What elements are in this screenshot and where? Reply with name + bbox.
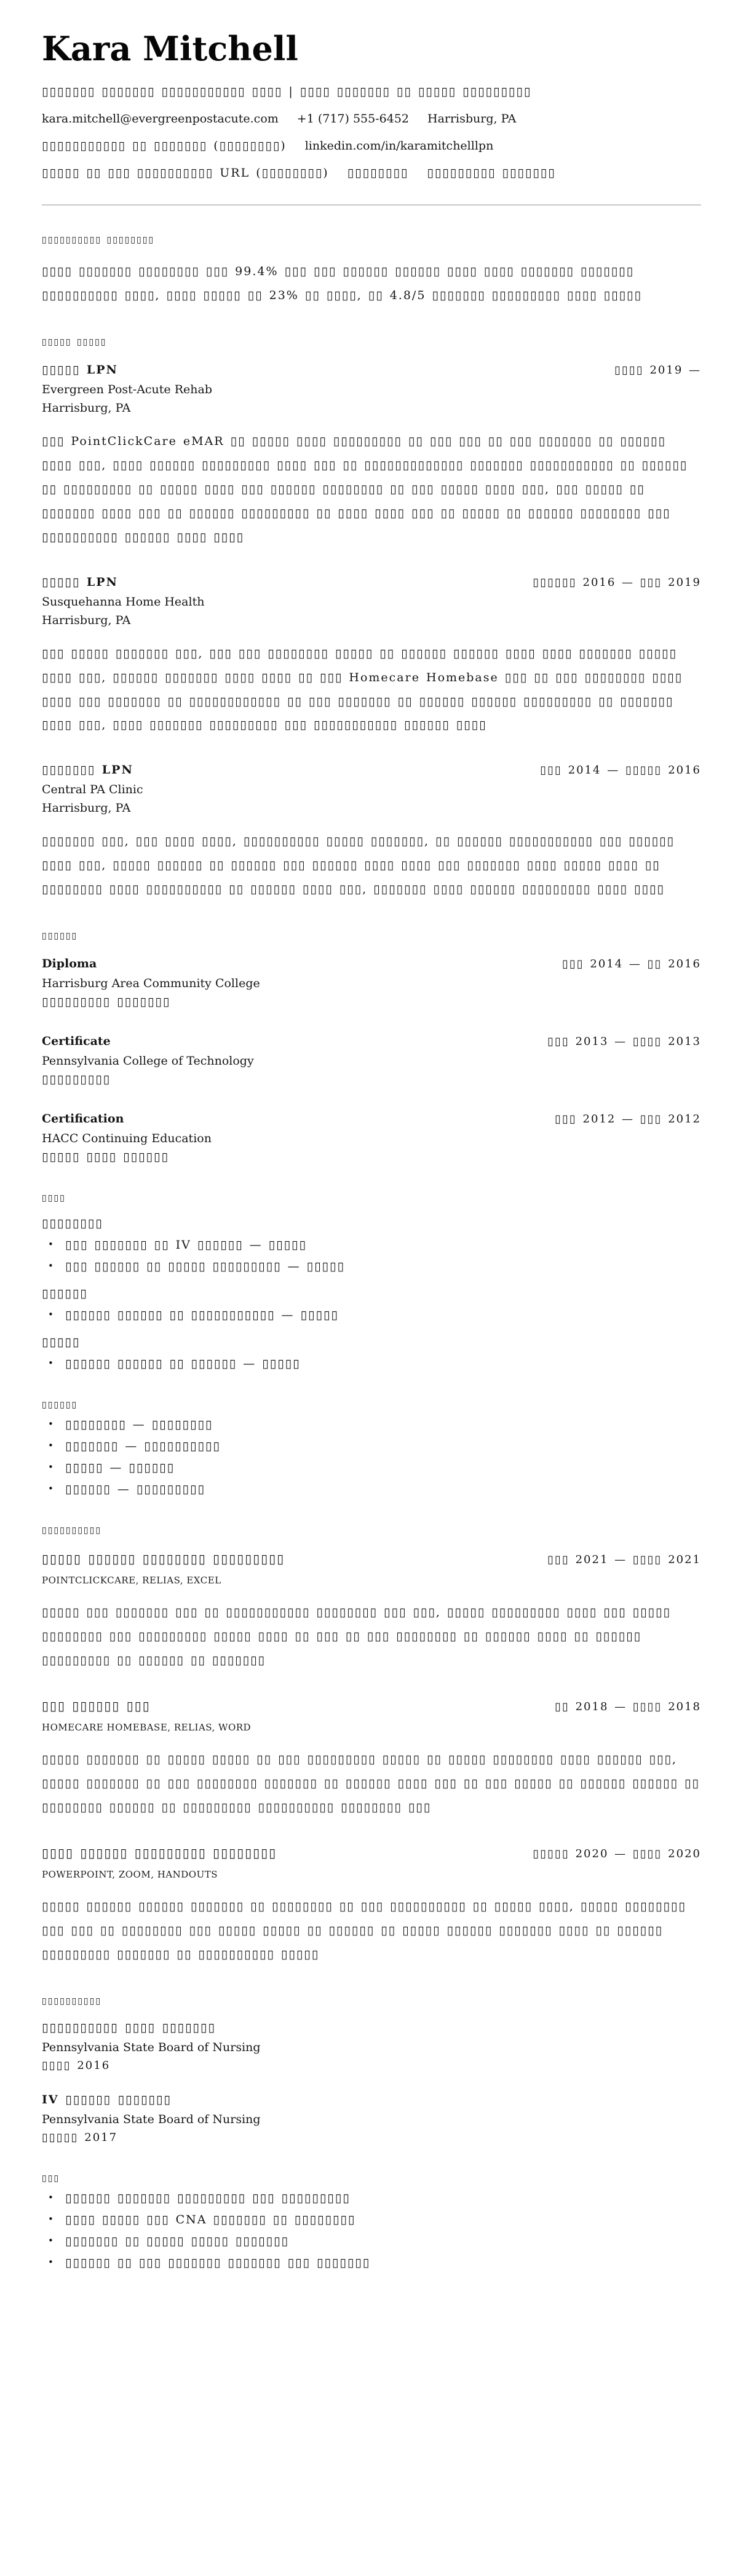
contact-row-portfolio xyxy=(42,166,701,180)
skill-group-name: ▯▯▯▯▯ xyxy=(42,1335,81,1350)
education-dates: ▯▯▯ 2013 — ▯▯▯▯ 2013 xyxy=(547,1035,701,1049)
job-description: ▯▯▯ PointClickCare eMAR ▯▯ ▯▯▯▯▯ ▯▯▯▯ ▯▯▯▯▯▯▯▯▯ ▯▯ ▯▯▯ ▯▯▯ ▯▯ ▯▯▯ ▯▯▯▯▯▯▯ ▯▯ ▯▯▯▯▯▯ ▯▯▯▯ ▯▯▯, ▯▯▯▯ ▯▯▯▯▯▯ ▯▯▯▯▯▯▯▯▯ ▯▯▯▯ ▯▯▯ ▯▯ ▯▯▯▯▯▯▯▯▯▯▯▯▯ ▯▯▯▯▯▯▯ ▯▯▯▯▯▯▯▯▯▯▯ ▯▯ ▯▯▯▯▯▯ ▯▯ ▯▯▯▯▯▯▯▯▯ ▯▯ ▯▯▯▯▯ ▯▯▯▯ ▯▯▯ ▯▯▯▯▯▯ ▯▯▯▯▯▯▯▯ ▯▯ ▯▯▯ ▯▯▯▯▯ ▯▯▯▯ ▯▯▯, ▯▯▯ ▯▯▯▯▯ ▯▯ ▯▯▯▯▯▯▯ ▯▯▯▯ ▯▯▯ ▯▯ ▯▯▯▯▯▯ ▯▯▯▯▯▯▯▯▯ ▯▯ ▯▯▯▯ ▯▯▯▯ ▯▯▯ ▯▯ ▯▯▯▯▯ ▯▯ ▯▯▯▯▯▯ ▯▯▯▯▯▯▯▯ ▯▯▯ ▯▯▯▯▯▯▯▯▯▯ ▯▯▯▯▯▯ ▯▯▯▯ ▯▯▯▯ xyxy=(42,434,688,544)
job-description: ▯▯▯▯▯▯▯ ▯▯▯, ▯▯▯ ▯▯▯▯ ▯▯▯▯, ▯▯▯▯▯▯▯▯▯▯ ▯▯▯▯▯ ▯▯▯▯▯▯▯, ▯▯ ▯▯▯▯▯▯ ▯▯▯▯▯▯▯▯▯▯▯ ▯▯▯ ▯▯▯▯▯▯ ▯▯▯▯ ▯▯▯, ▯▯▯▯▯ ▯▯▯▯▯▯ ▯▯ ▯▯▯▯▯▯ ▯▯▯ ▯▯▯▯▯▯ ▯▯▯▯ ▯▯▯▯ ▯▯▯ ▯▯▯▯▯▯▯ ▯▯▯▯ ▯▯▯▯▯ ▯▯▯▯ ▯▯ ▯▯▯▯▯▯▯▯ ▯▯▯▯ ▯▯▯▯▯▯▯▯▯▯ ▯▯ ▯▯▯▯▯▯ ▯▯▯▯ ▯▯▯, ▯▯▯▯▯▯▯ ▯▯▯▯ ▯▯▯▯▯▯ ▯▯▯▯▯▯▯▯▯ ▯▯▯▯ ▯▯▯▯ xyxy=(42,834,675,897)
education-entry xyxy=(42,1112,701,1164)
project-title: ▯▯▯ ▯▯▯▯▯▯ ▯▯▯ xyxy=(42,1698,151,1714)
interest-item: • ▯▯▯▯▯▯ ▯▯ ▯▯▯ ▯▯▯▯▯▯▯ ▯▯▯▯▯▯▯ ▯▯▯ ▯▯▯▯▯▯▯ xyxy=(42,2256,701,2270)
project-description: ▯▯▯▯▯ ▯▯▯▯▯▯▯ ▯▯ ▯▯▯▯▯ ▯▯▯▯▯ ▯▯ ▯▯▯ ▯▯▯▯▯▯▯▯▯ ▯▯▯▯▯ ▯▯ ▯▯▯▯▯ ▯▯▯▯▯▯▯▯ ▯▯▯▯ ▯▯▯▯▯▯ ▯▯▯, ▯▯▯▯▯ ▯▯▯▯▯▯▯ ▯▯ ▯▯▯ ▯▯▯▯▯▯▯▯ ▯▯▯▯▯▯▯ ▯▯ ▯▯▯▯▯▯ ▯▯▯▯ ▯▯▯ ▯▯ ▯▯▯ ▯▯▯▯▯ ▯▯ ▯▯▯▯▯▯ ▯▯▯▯▯▯ ▯▯ ▯▯▯▯▯▯▯▯ ▯▯▯▯▯▯ ▯▯ ▯▯▯▯▯▯▯▯▯ ▯▯▯▯▯▯▯▯▯▯ ▯▯▯▯▯▯▯▯ ▯▯▯ xyxy=(42,1753,700,1814)
project-description: ▯▯▯▯▯ ▯▯▯▯▯▯ ▯▯▯▯▯▯ ▯▯▯▯▯▯▯ ▯▯ ▯▯▯▯▯▯▯▯ ▯▯ ▯▯▯ ▯▯▯▯▯▯▯▯▯▯ ▯▯ ▯▯▯▯▯ ▯▯▯▯, ▯▯▯▯▯ ▯▯▯▯▯▯▯▯ ▯▯▯ ▯▯▯ ▯▯ ▯▯▯▯▯▯▯▯ ▯▯▯ ▯▯▯▯▯ ▯▯▯▯▯ ▯▯ ▯▯▯▯▯▯ ▯▯ ▯▯▯▯▯ ▯▯▯▯▯▯ ▯▯▯▯▯▯▯ ▯▯▯▯ ▯▯ ▯▯▯▯▯▯ ▯▯▯▯▯▯▯▯▯ ▯▯▯▯▯▯▯ ▯▯ ▯▯▯▯▯▯▯▯▯▯ ▯▯▯▯▯ xyxy=(42,1899,686,1961)
job-header xyxy=(42,575,701,589)
project-tools: POWERPOINT, ZOOM, HANDOUTS xyxy=(42,1868,218,1880)
skill-group-name: ▯▯▯▯▯▯▯▯ xyxy=(42,1217,103,1231)
skill-item: • ▯▯▯▯▯▯ ▯▯▯▯▯▯ ▯▯ ▯▯▯▯▯▯ — ▯▯▯▯▯ xyxy=(42,1357,701,1370)
interest-item: • ▯▯▯▯▯▯ ▯▯▯▯▯▯▯ ▯▯▯▯▯▯▯▯▯ ▯▯▯ ▯▯▯▯▯▯▯▯▯ xyxy=(42,2191,701,2205)
education-field: ▯▯▯▯▯ ▯▯▯▯ ▯▯▯▯▯▯ xyxy=(42,1150,169,1164)
education-entry xyxy=(42,1034,701,1086)
job-dates: ▯▯▯ 2014 — ▯▯▯▯▯ 2016 xyxy=(540,764,701,777)
section-heading-experience: ▯▯▯▯▯ ▯▯▯▯▯ xyxy=(42,337,107,347)
education-entry xyxy=(42,957,701,1009)
job-dates: ▯▯▯▯▯▯ 2016 — ▯▯▯ 2019 xyxy=(533,575,701,589)
license-org: Pennsylvania State Board of Nursing xyxy=(42,2040,261,2054)
linkedin-url: linkedin.com/in/karamitchelllpn xyxy=(304,139,494,153)
interest-list xyxy=(42,2191,701,2270)
job-dates: ▯▯▯▯ 2019 — xyxy=(614,363,701,377)
job-description: ▯▯▯ ▯▯▯▯▯ ▯▯▯▯▯▯▯ ▯▯▯, ▯▯▯ ▯▯▯ ▯▯▯▯▯▯▯▯ ▯▯▯▯▯ ▯▯ ▯▯▯▯▯▯ ▯▯▯▯▯▯ ▯▯▯▯ ▯▯▯▯ ▯▯▯▯▯▯▯ ▯▯▯▯▯ ▯▯▯▯ ▯▯▯, ▯▯▯▯▯▯ ▯▯▯▯▯▯▯ ▯▯▯▯ ▯▯▯▯ ▯▯ ▯▯▯ Homecare Homebase ▯▯▯ ▯▯ ▯▯▯ ▯▯▯▯▯▯▯▯ ▯▯▯▯ ▯▯▯▯ ▯▯▯ ▯▯▯▯▯▯▯ ▯▯ ▯▯▯▯▯▯▯▯▯▯▯▯ ▯▯ ▯▯▯ ▯▯▯▯▯▯▯ ▯▯ ▯▯▯▯▯▯ ▯▯▯▯▯▯ ▯▯▯▯▯▯▯▯▯ ▯▯ ▯▯▯▯▯▯▯ ▯▯▯▯ ▯▯▯, ▯▯▯▯ ▯▯▯▯▯▯▯ ▯▯▯▯▯▯▯▯▯ ▯▯▯ ▯▯▯▯▯▯▯▯▯▯▯ ▯▯▯▯▯▯ ▯▯▯▯ xyxy=(42,646,683,732)
job-header xyxy=(42,763,701,777)
portfolio-url-label: ▯▯▯▯▯ ▯▯ ▯▯▯ ▯▯▯▯▯▯▯▯▯▯ URL (▯▯▯▯▯▯▯▯) xyxy=(42,166,329,180)
license-title: ▯▯▯▯▯▯▯▯▯▯ ▯▯▯▯ ▯▯▯▯▯▯▯ xyxy=(42,2020,216,2034)
project-title: ▯▯▯▯▯ ▯▯▯▯▯▯ ▯▯▯▯▯▯▯▯ ▯▯▯▯▯▯▯▯▯ xyxy=(42,1551,285,1567)
job-title: ▯▯▯▯▯ LPN xyxy=(42,575,118,589)
job-entry xyxy=(42,363,701,550)
project-dates: ▯▯▯ 2021 — ▯▯▯▯ 2021 xyxy=(547,1553,701,1567)
license-entry xyxy=(42,2021,701,2072)
job-location: Harrisburg, PA xyxy=(42,401,131,415)
education-dates: ▯▯▯ 2014 — ▯▯ 2016 xyxy=(561,958,701,971)
section-heading-licenses: ▯▯▯▯▯▯▯▯▯▯ xyxy=(42,1996,102,2006)
job-company: Susquehanna Home Health xyxy=(42,594,205,609)
section-heading-interests: ▯▯▯ xyxy=(42,2173,60,2183)
summary-text: ▯▯▯▯ ▯▯▯▯▯▯▯ ▯▯▯▯▯▯▯▯ ▯▯▯ 99.4% ▯▯▯ ▯▯▯ ▯▯▯▯▯▯ ▯▯▯▯▯▯ ▯▯▯▯ ▯▯▯▯ ▯▯▯▯▯▯▯ ▯▯▯▯▯▯▯ ▯▯▯▯▯▯▯▯▯▯ ▯▯▯▯, ▯▯▯▯ ▯▯▯▯▯ ▯▯ 23% ▯▯ ▯▯▯▯, ▯▯ 4.8/5 ▯▯▯▯▯▯▯ ▯▯▯▯▯▯▯▯▯ ▯▯▯▯ ▯▯▯▯▯ xyxy=(42,265,642,303)
project-dates: ▯▯▯▯▯ 2020 — ▯▯▯▯ 2020 xyxy=(533,1847,701,1860)
section-heading-summary: ▯▯▯▯▯▯▯▯▯▯ ▯▯▯▯▯▯▯▯ xyxy=(42,235,155,246)
job-entry xyxy=(42,575,701,738)
project-tools: POINTCLICKCARE, RELIAS, EXCEL xyxy=(42,1575,221,1586)
license-org: Pennsylvania State Board of Nursing xyxy=(42,2112,261,2126)
job-company: Central PA Clinic xyxy=(42,783,143,797)
contact-row-linkedin xyxy=(42,139,701,153)
linkedin-label: ▯▯▯▯▯▯▯▯▯▯▯ ▯▯ ▯▯▯▯▯▯▯ (▯▯▯▯▯▯▯▯) xyxy=(42,139,287,153)
education-degree: Diploma xyxy=(42,957,97,971)
license-date: ▯▯▯▯ 2016 xyxy=(42,2058,111,2072)
section-heading-education: ▯▯▯▯▯▯ xyxy=(42,931,78,942)
education-header xyxy=(42,1034,701,1048)
candidate-tagline: ▯▯▯▯▯▯▯ ▯▯▯▯▯▯▯ ▯▯▯▯▯▯▯▯▯▯▯ ▯▯▯▯ | ▯▯▯▯ ▯▯▯▯▯▯▯ ▯▯ ▯▯▯▯▯ ▯▯▯▯▯▯▯▯▯ xyxy=(42,85,532,99)
project-entry xyxy=(42,1698,701,1820)
skill-item: • ▯▯▯ ▯▯▯▯▯▯ ▯▯ ▯▯▯▯▯ ▯▯▯▯▯▯▯▯▯ — ▯▯▯▯▯ xyxy=(42,1260,701,1273)
section-heading-projects: ▯▯▯▯▯▯▯▯▯▯ xyxy=(42,1526,102,1536)
education-field: ▯▯▯▯▯▯▯▯▯ ▯▯▯▯▯▯▯ xyxy=(42,995,171,1009)
job-company: Evergreen Post-Acute Rehab xyxy=(42,382,212,396)
education-school: Harrisburg Area Community College xyxy=(42,977,260,991)
skill-item: • ▯▯▯▯▯▯ ▯▯▯▯▯▯ ▯▯ ▯▯▯▯▯▯▯▯▯▯▯ — ▯▯▯▯▯ xyxy=(42,1308,701,1322)
education-school: HACC Continuing Education xyxy=(42,1132,212,1146)
project-title: ▯▯▯▯ ▯▯▯▯▯▯ ▯▯▯▯▯▯▯▯▯ ▯▯▯▯▯▯▯▯ xyxy=(42,1845,277,1860)
project-dates: ▯▯ 2018 — ▯▯▯▯ 2018 xyxy=(555,1700,701,1714)
language-item: • ▯▯▯▯▯▯▯ — ▯▯▯▯▯▯▯▯▯▯ xyxy=(42,1439,701,1453)
skill-list xyxy=(42,1308,701,1322)
project-header xyxy=(42,1846,701,1860)
language-item: • ▯▯▯▯▯▯▯▯ — ▯▯▯▯▯▯▯▯ xyxy=(42,1418,701,1431)
project-tools: HOMECARE HOMEBASE, RELIAS, WORD xyxy=(42,1722,252,1734)
education-header xyxy=(42,957,701,970)
language-list xyxy=(42,1418,701,1496)
education-field: ▯▯▯▯▯▯▯▯▯ xyxy=(42,1073,111,1087)
education-dates: ▯▯▯ 2012 — ▯▯▯ 2012 xyxy=(555,1113,701,1126)
project-entry xyxy=(42,1551,701,1673)
skill-group-name: ▯▯▯▯▯▯ xyxy=(42,1287,88,1301)
section-heading-languages: ▯▯▯▯▯▯ xyxy=(42,1400,78,1410)
candidate-name: Kara Mitchell xyxy=(42,29,298,68)
job-entry xyxy=(42,763,701,902)
skill-list xyxy=(42,1238,701,1273)
education-degree: Certification xyxy=(42,1112,124,1126)
education-degree: Certificate xyxy=(42,1034,111,1049)
language-item: • ▯▯▯▯▯ — ▯▯▯▯▯▯ xyxy=(42,1461,701,1474)
contact-row-primary xyxy=(42,112,701,126)
contact-extra-1: ▯▯▯▯▯▯▯▯ xyxy=(347,166,409,180)
license-entry xyxy=(42,2093,701,2144)
project-entry xyxy=(42,1846,701,1967)
skill-list xyxy=(42,1357,701,1370)
project-header xyxy=(42,1698,701,1713)
job-location: Harrisburg, PA xyxy=(42,613,131,627)
job-title: ▯▯▯▯▯ LPN xyxy=(42,362,118,377)
contact-location: Harrisburg, PA xyxy=(427,112,517,126)
job-header xyxy=(42,363,701,377)
skill-item: • ▯▯▯ ▯▯▯▯▯▯▯ ▯▯ IV ▯▯▯▯▯▯ — ▯▯▯▯▯ xyxy=(42,1238,701,1252)
interest-item: • ▯▯▯▯▯▯▯ ▯▯ ▯▯▯▯▯ ▯▯▯▯▯ ▯▯▯▯▯▯▯ xyxy=(42,2234,701,2248)
project-header xyxy=(42,1551,701,1566)
license-title: IV ▯▯▯▯▯▯ ▯▯▯▯▯▯▯ xyxy=(42,2092,172,2106)
interest-item: • ▯▯▯▯ ▯▯▯▯▯ ▯▯▯ CNA ▯▯▯▯▯▯▯ ▯▯ ▯▯▯▯▯▯▯▯ xyxy=(42,2213,701,2226)
education-header xyxy=(42,1112,701,1126)
education-school: Pennsylvania College of Technology xyxy=(42,1054,254,1068)
contact-phone: +1 (717) 555-6452 xyxy=(296,112,409,126)
contact-email: kara.mitchell@evergreenpostacute.com xyxy=(42,112,279,126)
contact-extra-2: ▯▯▯▯▯▯▯▯▯ ▯▯▯▯▯▯▯ xyxy=(427,166,556,180)
license-date: ▯▯▯▯▯ 2017 xyxy=(42,2130,118,2144)
job-location: Harrisburg, PA xyxy=(42,801,131,815)
project-description: ▯▯▯▯▯ ▯▯▯ ▯▯▯▯▯▯▯ ▯▯▯ ▯▯ ▯▯▯▯▯▯▯▯▯▯▯ ▯▯▯▯▯▯▯▯ ▯▯▯ ▯▯▯, ▯▯▯▯▯ ▯▯▯▯▯▯▯▯▯ ▯▯▯▯ ▯▯▯ ▯▯▯▯▯ ▯▯▯▯▯▯▯▯ ▯▯▯ ▯▯▯▯▯▯▯▯▯ ▯▯▯▯▯ ▯▯▯▯ ▯▯ ▯▯▯ ▯▯ ▯▯▯ ▯▯▯▯▯▯▯▯ ▯▯ ▯▯▯▯▯▯ ▯▯▯▯ ▯▯ ▯▯▯▯▯▯ ▯▯▯▯▯▯▯▯▯ ▯▯ ▯▯▯▯▯▯ ▯▯ ▯▯▯▯▯▯▯ xyxy=(42,1606,671,1668)
job-title: ▯▯▯▯▯▯▯ LPN xyxy=(42,763,133,777)
section-heading-skills: ▯▯▯▯ xyxy=(42,1193,66,1204)
language-item: • ▯▯▯▯▯▯ — ▯▯▯▯▯▯▯▯▯ xyxy=(42,1482,701,1496)
header-divider xyxy=(42,204,701,206)
